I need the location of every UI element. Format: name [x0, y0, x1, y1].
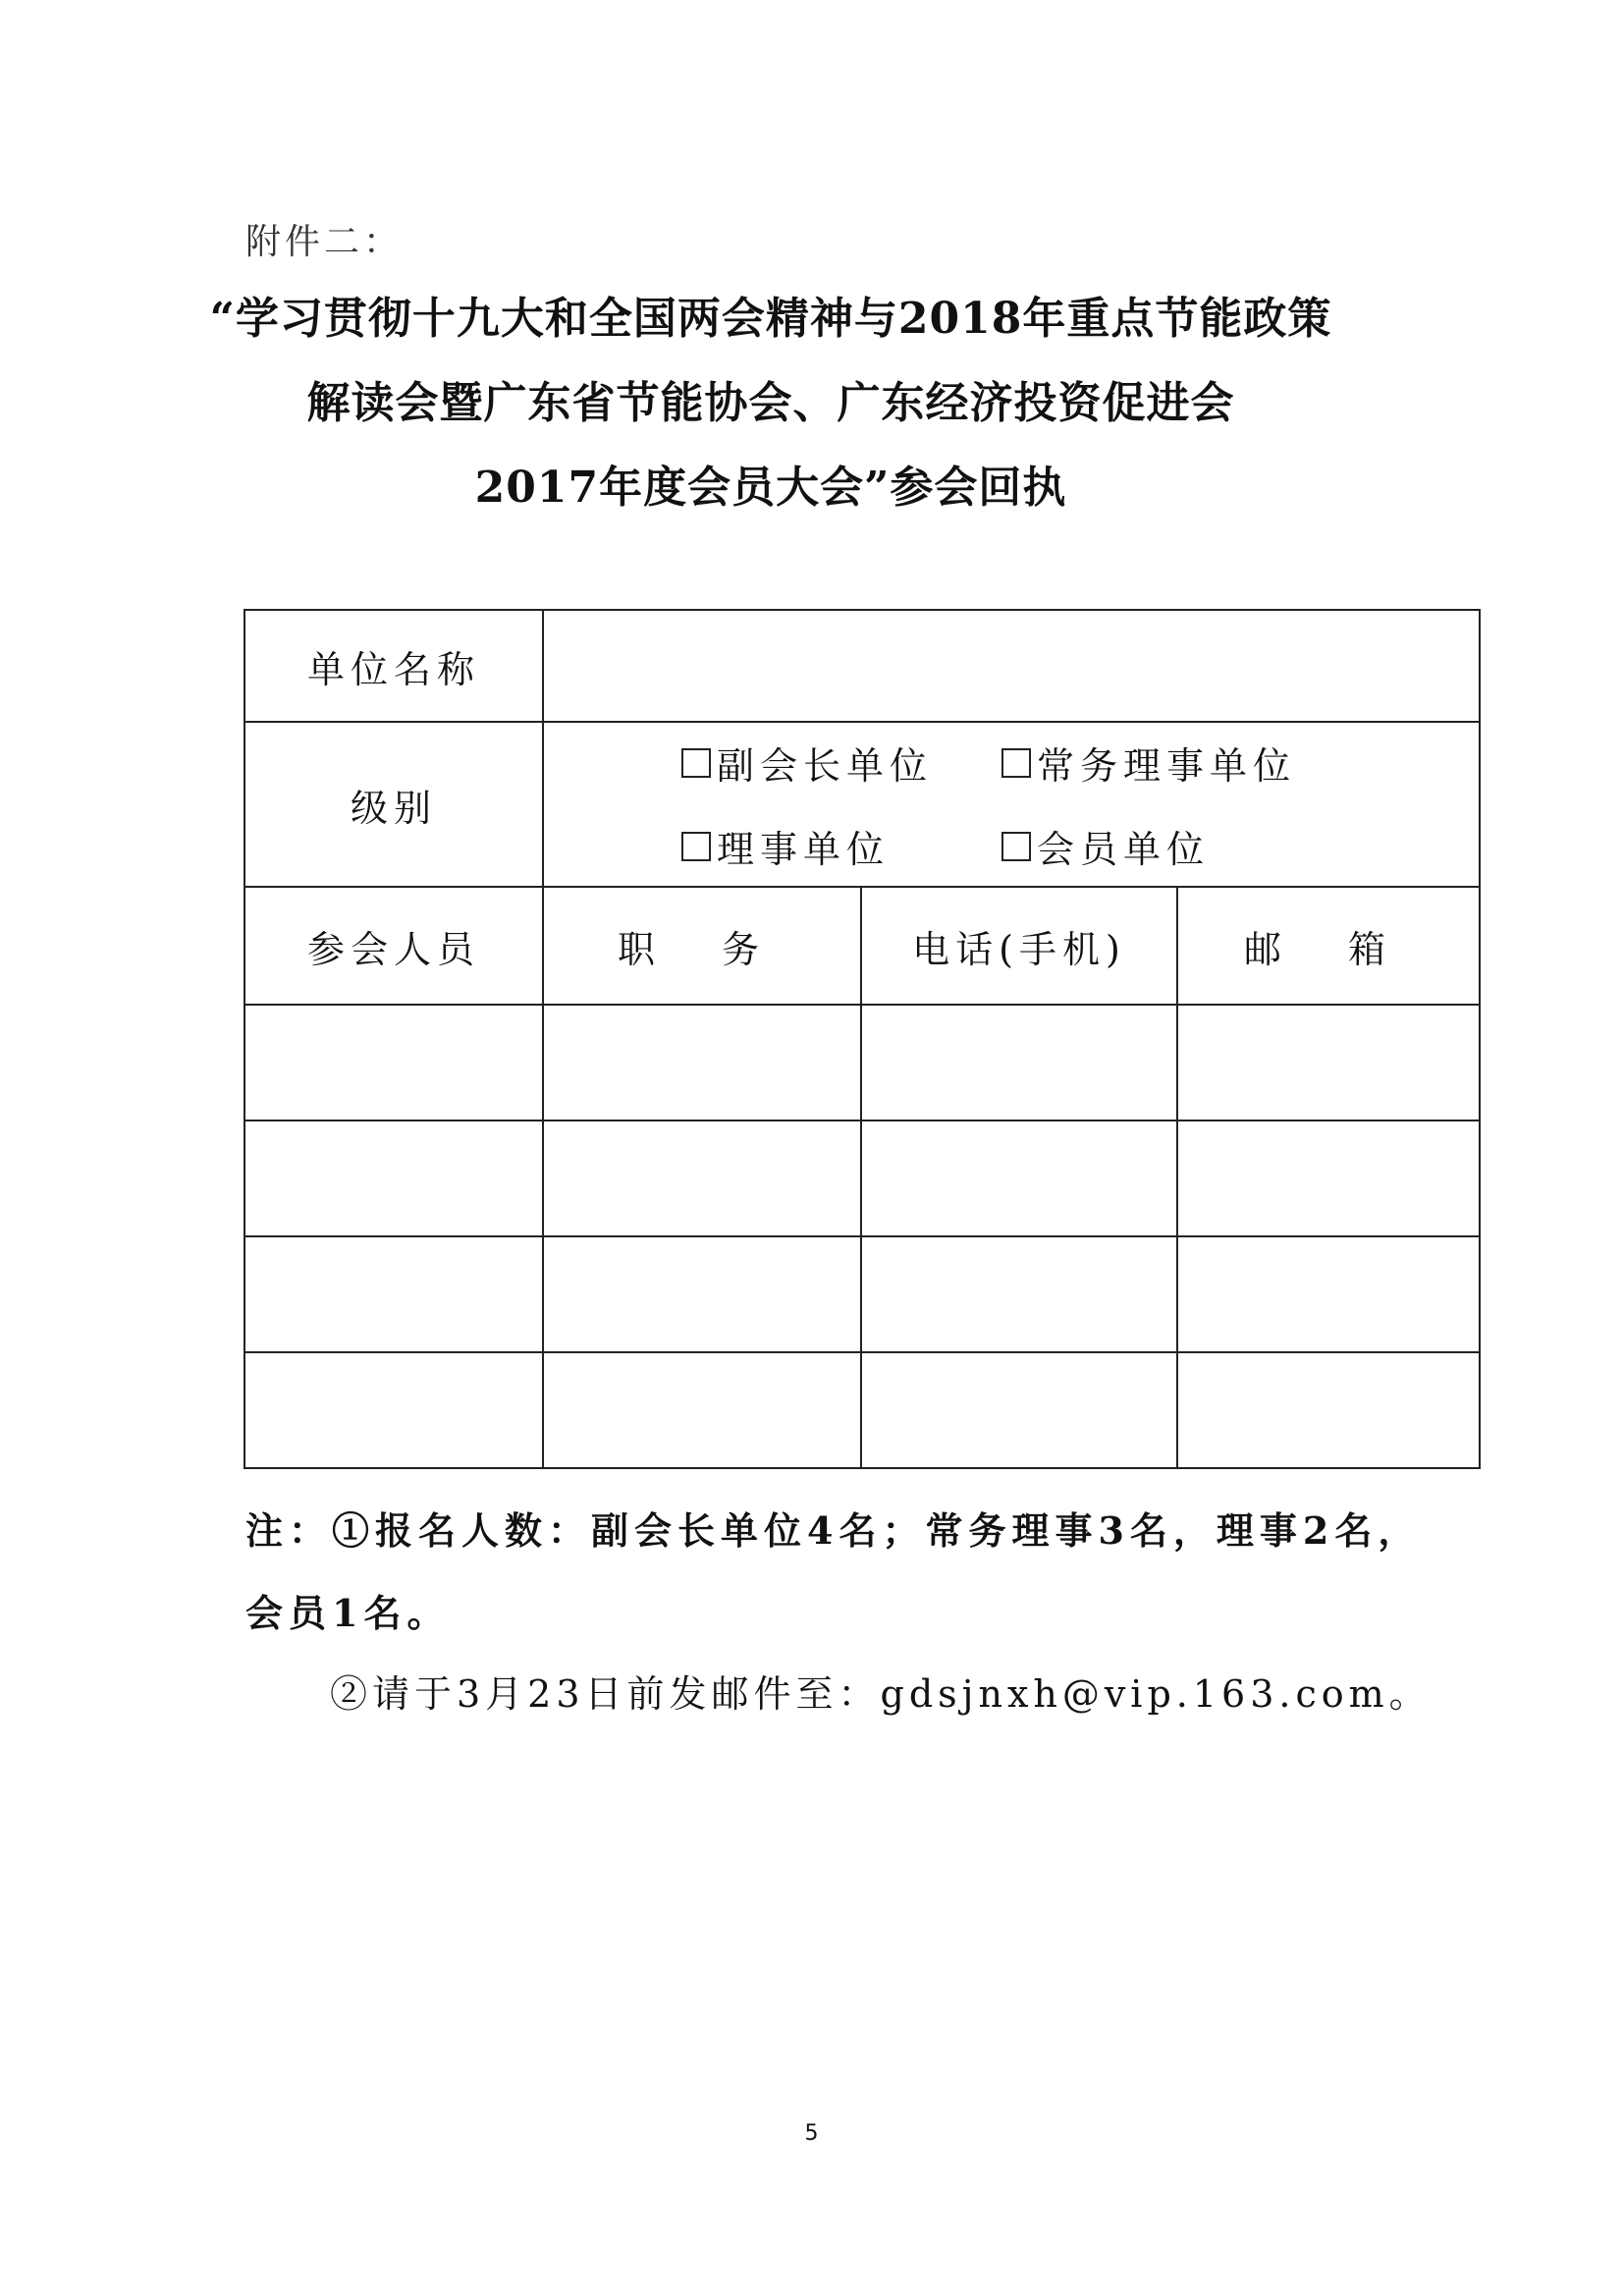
unit-name-field[interactable]: [543, 610, 1480, 722]
attachment-label: 附件二：: [245, 222, 404, 262]
unit-name-row: [244, 610, 1480, 722]
attendee-name-cell[interactable]: [244, 1121, 543, 1236]
level-option-director[interactable]: [681, 819, 1001, 873]
attendee-name-cell[interactable]: [244, 1352, 543, 1468]
checkbox-icon[interactable]: [1001, 748, 1031, 778]
attendee-name-cell[interactable]: [244, 1236, 543, 1352]
checkbox-icon[interactable]: [681, 748, 711, 778]
note-registration-quota: 注：①报名人数：副会长单位4名；常务理事3名，理事2名，: [245, 1508, 1422, 1553]
attendee-row: [244, 1121, 1480, 1236]
level-option-label: 会员单位: [1037, 828, 1211, 871]
attendee-email-cell[interactable]: [1177, 1121, 1480, 1236]
attendee-position-cell[interactable]: [543, 1236, 861, 1352]
level-option-member[interactable]: [1001, 819, 1322, 873]
header-position: 职 务: [543, 887, 861, 1005]
attendee-position-cell[interactable]: [543, 1352, 861, 1468]
attendee-header-row: [244, 887, 1480, 1005]
level-option-label: 理事单位: [717, 828, 891, 871]
attendee-phone-cell[interactable]: [861, 1352, 1177, 1468]
attendee-phone-cell[interactable]: [861, 1005, 1177, 1121]
level-row: [244, 722, 1480, 887]
checkbox-icon[interactable]: [1001, 832, 1031, 861]
title-line-3: 2017年度会员大会”参会回执: [474, 463, 1067, 513]
document-title: [157, 277, 1384, 530]
attendee-email-cell[interactable]: [1177, 1352, 1480, 1468]
header-email: 邮 箱: [1177, 887, 1480, 1005]
level-option-vice-president[interactable]: [681, 736, 1001, 790]
attendee-name-cell[interactable]: [244, 1005, 543, 1121]
note-registration-quota-continued: 会员1名。: [245, 1591, 451, 1635]
attendee-row: [244, 1352, 1480, 1468]
attendee-position-cell[interactable]: [543, 1005, 861, 1121]
level-option-label: 副会长单位: [717, 744, 934, 788]
attendee-email-cell[interactable]: [1177, 1236, 1480, 1352]
attendee-phone-cell[interactable]: [861, 1121, 1177, 1236]
checkbox-icon[interactable]: [681, 832, 711, 861]
title-line-1: “学习贯彻十九大和全国两会精神与2018年重点节能政策: [209, 294, 1332, 344]
note-submission-deadline: ②请于3月23日前发邮件至：gdsjnxh@vip.163.com。: [330, 1672, 1432, 1716]
header-phone: 电话(手机): [861, 887, 1177, 1005]
attendee-email-cell[interactable]: [1177, 1005, 1480, 1121]
attendee-phone-cell[interactable]: [861, 1236, 1177, 1352]
registration-form-table: [243, 609, 1481, 1469]
unit-name-label: 单位名称: [244, 610, 543, 722]
title-line-2: 解读会暨广东省节能协会、广东经济投资促进会: [306, 378, 1235, 428]
level-option-standing-director[interactable]: [1001, 736, 1322, 790]
header-attendee: 参会人员: [244, 887, 543, 1005]
attendee-position-cell[interactable]: [543, 1121, 861, 1236]
page-number: 5: [804, 2121, 819, 2146]
attendee-row: [244, 1005, 1480, 1121]
level-options-cell: [543, 722, 1480, 887]
level-label: 级别: [244, 722, 543, 887]
level-option-label: 常务理事单位: [1037, 744, 1297, 788]
attendee-row: [244, 1236, 1480, 1352]
